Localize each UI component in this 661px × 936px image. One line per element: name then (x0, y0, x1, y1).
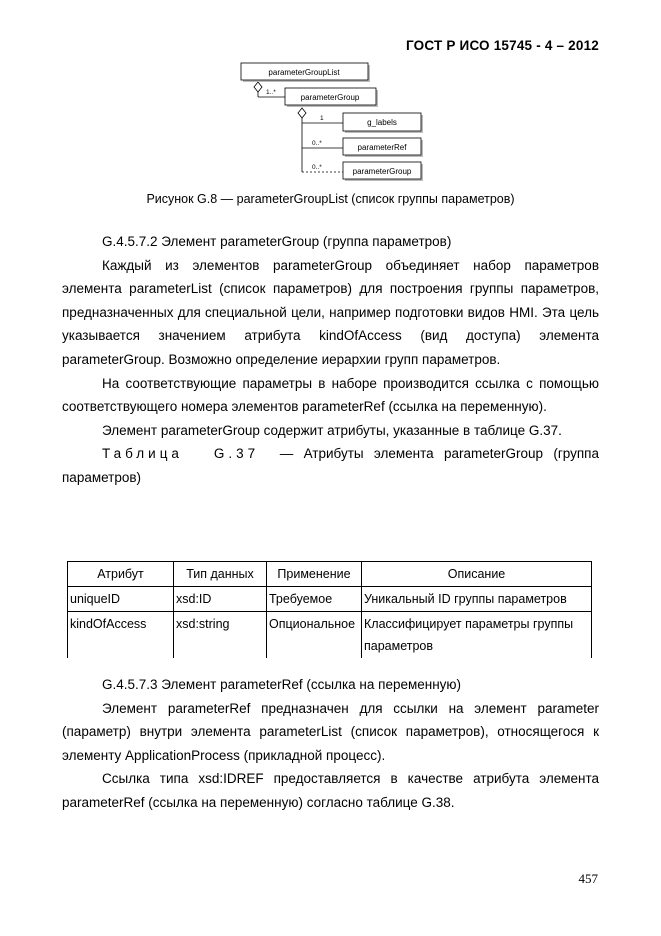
multiplicity-group: 1..* (266, 89, 276, 96)
table-title: Таблица G.37 — Атрибуты элемента parameterGroup (группа параметров) (62, 446, 599, 485)
figure-caption: Рисунок G.8 — parameterGroupList (список группы параметров) (146, 192, 515, 206)
paragraph: Каждый из элементов parameterGroup объединяет набор параметров элемента parameterList (список параметров) для построения группы параметров, предназначенных для специальной цели, например подготовки видов HMI. Эта цель указывается значением атрибута kindOfAccess (вид доступа) элемента parameterGroup. Возможно определение иерархии групп параметров. (62, 257, 599, 367)
box-parameter-group: parameterGroup (300, 93, 360, 102)
table-header-cell: Применение (267, 562, 362, 587)
paragraph: На соответствующие параметры в наборе производится ссылка с помощью соответствующего номера элементов parameterRef (ссылка на переменную). (62, 375, 599, 415)
paragraph: Ссылка типа xsd:IDREF предоставляется в качестве атрибута элемента parameterRef (ссылка на переменную) согласно таблице G.38. (62, 771, 599, 810)
section-heading: G.4.5.7.2 Элемент parameterGroup (группа параметров) (102, 234, 452, 249)
multiplicity-labels: 1 (320, 115, 324, 122)
table-row (68, 612, 592, 659)
box-parameter-ref: parameterRef (357, 143, 407, 152)
table-cell: xsd:string (174, 612, 267, 659)
table-cell: kindOfAccess (68, 612, 174, 659)
box-g-labels: g_labels (367, 118, 397, 127)
table-cell: Опциональное (267, 612, 362, 659)
paragraph: Элемент parameterGroup содержит атрибуты, указанные в таблице G.37. (102, 422, 562, 438)
paragraph: Элемент parameterRef предназначен для ссылки на элемент parameter (параметр) внутри элемента parameterList (список параметров), относящегося к элементу ApplicationProcess (прикладной процесс). (62, 700, 599, 763)
section-heading: G.4.5.7.3 Элемент parameterRef (ссылка на переменную) (102, 677, 462, 692)
table-cell: Уникальный ID группы параметров (362, 587, 592, 612)
body-block-2 (62, 673, 599, 815)
multiplicity-ref: 0..* (312, 140, 322, 147)
table-cell: uniqueID (68, 587, 174, 612)
multiplicity-subgroup: 0..* (312, 164, 322, 171)
schema-diagram (0, 0, 661, 190)
table-row (68, 587, 592, 612)
aggregation-diamond-icon (298, 108, 306, 118)
table-cell: xsd:ID (174, 587, 267, 612)
box-parameter-subgroup: parameterGroup (352, 167, 412, 176)
table-header-cell: Описание (362, 562, 592, 587)
attributes-table (67, 561, 592, 658)
body-block-1 (62, 230, 599, 490)
table-cell: Требуемое (267, 587, 362, 612)
aggregation-diamond-icon (254, 82, 262, 92)
box-parameter-group-list: parameterGroupList (268, 68, 340, 77)
page-number: 457 (578, 871, 598, 886)
table-header-cell: Атрибут (68, 562, 174, 587)
document-header: ГОСТ Р ИСО 15745 - 4 – 2012 (406, 38, 599, 53)
table-cell: Классифицирует параметры группы параметров (362, 612, 592, 659)
table-header-cell: Тип данных (174, 562, 267, 587)
